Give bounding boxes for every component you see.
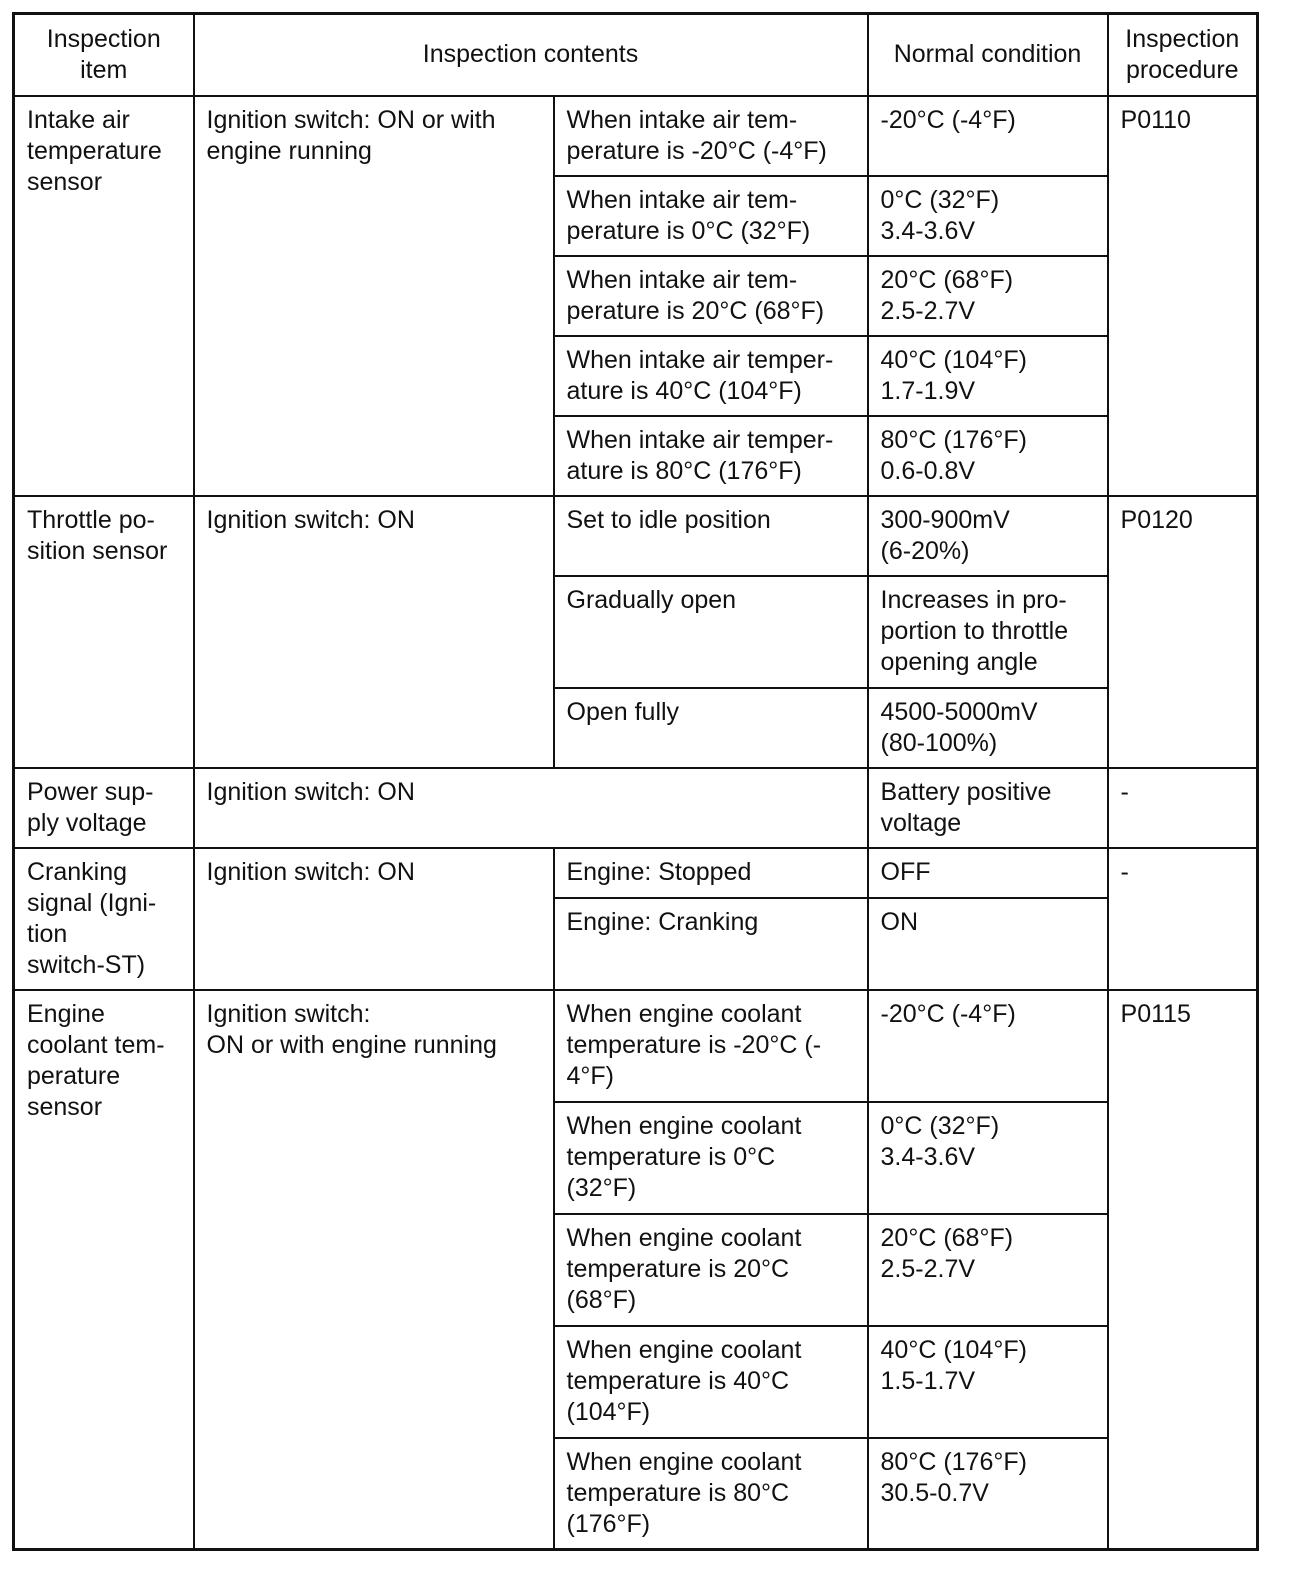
normal-condition-cell: 4500-5000mV (80-100%) <box>868 688 1108 768</box>
check-cell: When engine coolant temperature is 80°C (176°F) <box>554 1438 868 1550</box>
check-cell: When engine coolant temperature is -20°C (- 4°F) <box>554 990 868 1102</box>
table-row <box>14 768 1258 848</box>
inspection-item-cell: Throttle po- sition sensor <box>14 496 194 768</box>
check-cell: When intake air tem- perature is 20°C (68°F) <box>554 256 868 336</box>
check-cell: When engine coolant temperature is 0°C (32°F) <box>554 1102 868 1214</box>
inspection-item-cell: Engine coolant tem- perature sensor <box>14 990 194 1550</box>
check-cell: When intake air temper- ature is 40°C (104°F) <box>554 336 868 416</box>
header-inspection-item: Inspection item <box>14 14 194 96</box>
check-cell: When intake air tem- perature is -20°C (-4°F) <box>554 96 868 176</box>
table-row <box>14 990 1258 1102</box>
procedure-cell: P0120 <box>1108 496 1258 768</box>
inspection-item-cell: Cranking signal (Igni- tion switch-ST) <box>14 848 194 990</box>
procedure-cell: - <box>1108 768 1258 848</box>
check-cell: Gradually open <box>554 576 868 688</box>
normal-condition-cell: 40°C (104°F) 1.5-1.7V <box>868 1326 1108 1438</box>
inspection-item-cell: Intake air temperature sensor <box>14 96 194 496</box>
normal-condition-cell: 0°C (32°F) 3.4-3.6V <box>868 1102 1108 1214</box>
procedure-cell: - <box>1108 848 1258 990</box>
header-normal-condition: Normal condition <box>868 14 1108 96</box>
inspection-item-cell: Power sup- ply voltage <box>14 768 194 848</box>
normal-condition-cell: 80°C (176°F) 30.5-0.7V <box>868 1438 1108 1550</box>
normal-condition-cell: 20°C (68°F) 2.5-2.7V <box>868 1214 1108 1326</box>
condition-cell: Ignition switch: ON <box>194 848 554 990</box>
check-cell: Open fully <box>554 688 868 768</box>
header-inspection-contents: Inspection contents <box>194 14 868 96</box>
procedure-cell: P0110 <box>1108 96 1258 496</box>
normal-condition-cell: Battery positive voltage <box>868 768 1108 848</box>
condition-cell: Ignition switch: ON or with engine running <box>194 990 554 1550</box>
condition-cell: Ignition switch: ON <box>194 496 554 768</box>
normal-condition-cell: 40°C (104°F) 1.7-1.9V <box>868 336 1108 416</box>
normal-condition-cell: OFF <box>868 848 1108 898</box>
normal-condition-cell: ON <box>868 898 1108 990</box>
normal-condition-cell: 80°C (176°F) 0.6-0.8V <box>868 416 1108 496</box>
table-row <box>14 496 1258 576</box>
header-inspection-procedure: Inspection procedure <box>1108 14 1258 96</box>
check-cell: Set to idle position <box>554 496 868 576</box>
table-row <box>14 848 1258 898</box>
normal-condition-cell: Increases in pro- portion to throttle opening angle <box>868 576 1108 688</box>
check-cell: When engine coolant temperature is 20°C (68°F) <box>554 1214 868 1326</box>
normal-condition-cell: -20°C (-4°F) <box>868 96 1108 176</box>
condition-cell: Ignition switch: ON or with engine running <box>194 96 554 496</box>
document-page <box>12 12 1256 1551</box>
check-cell: When intake air temper- ature is 80°C (176°F) <box>554 416 868 496</box>
check-cell: Engine: Stopped <box>554 848 868 898</box>
procedure-cell: P0115 <box>1108 990 1258 1550</box>
check-cell: When engine coolant temperature is 40°C (104°F) <box>554 1326 868 1438</box>
inspection-table <box>12 12 1259 1551</box>
header-row <box>14 14 1258 96</box>
normal-condition-cell: 0°C (32°F) 3.4-3.6V <box>868 176 1108 256</box>
normal-condition-cell: -20°C (-4°F) <box>868 990 1108 1102</box>
normal-condition-cell: 300-900mV (6-20%) <box>868 496 1108 576</box>
check-cell: When intake air tem- perature is 0°C (32°F) <box>554 176 868 256</box>
check-cell: Engine: Cranking <box>554 898 868 990</box>
table-row <box>14 96 1258 176</box>
normal-condition-cell: 20°C (68°F) 2.5-2.7V <box>868 256 1108 336</box>
condition-cell: Ignition switch: ON <box>194 768 868 848</box>
